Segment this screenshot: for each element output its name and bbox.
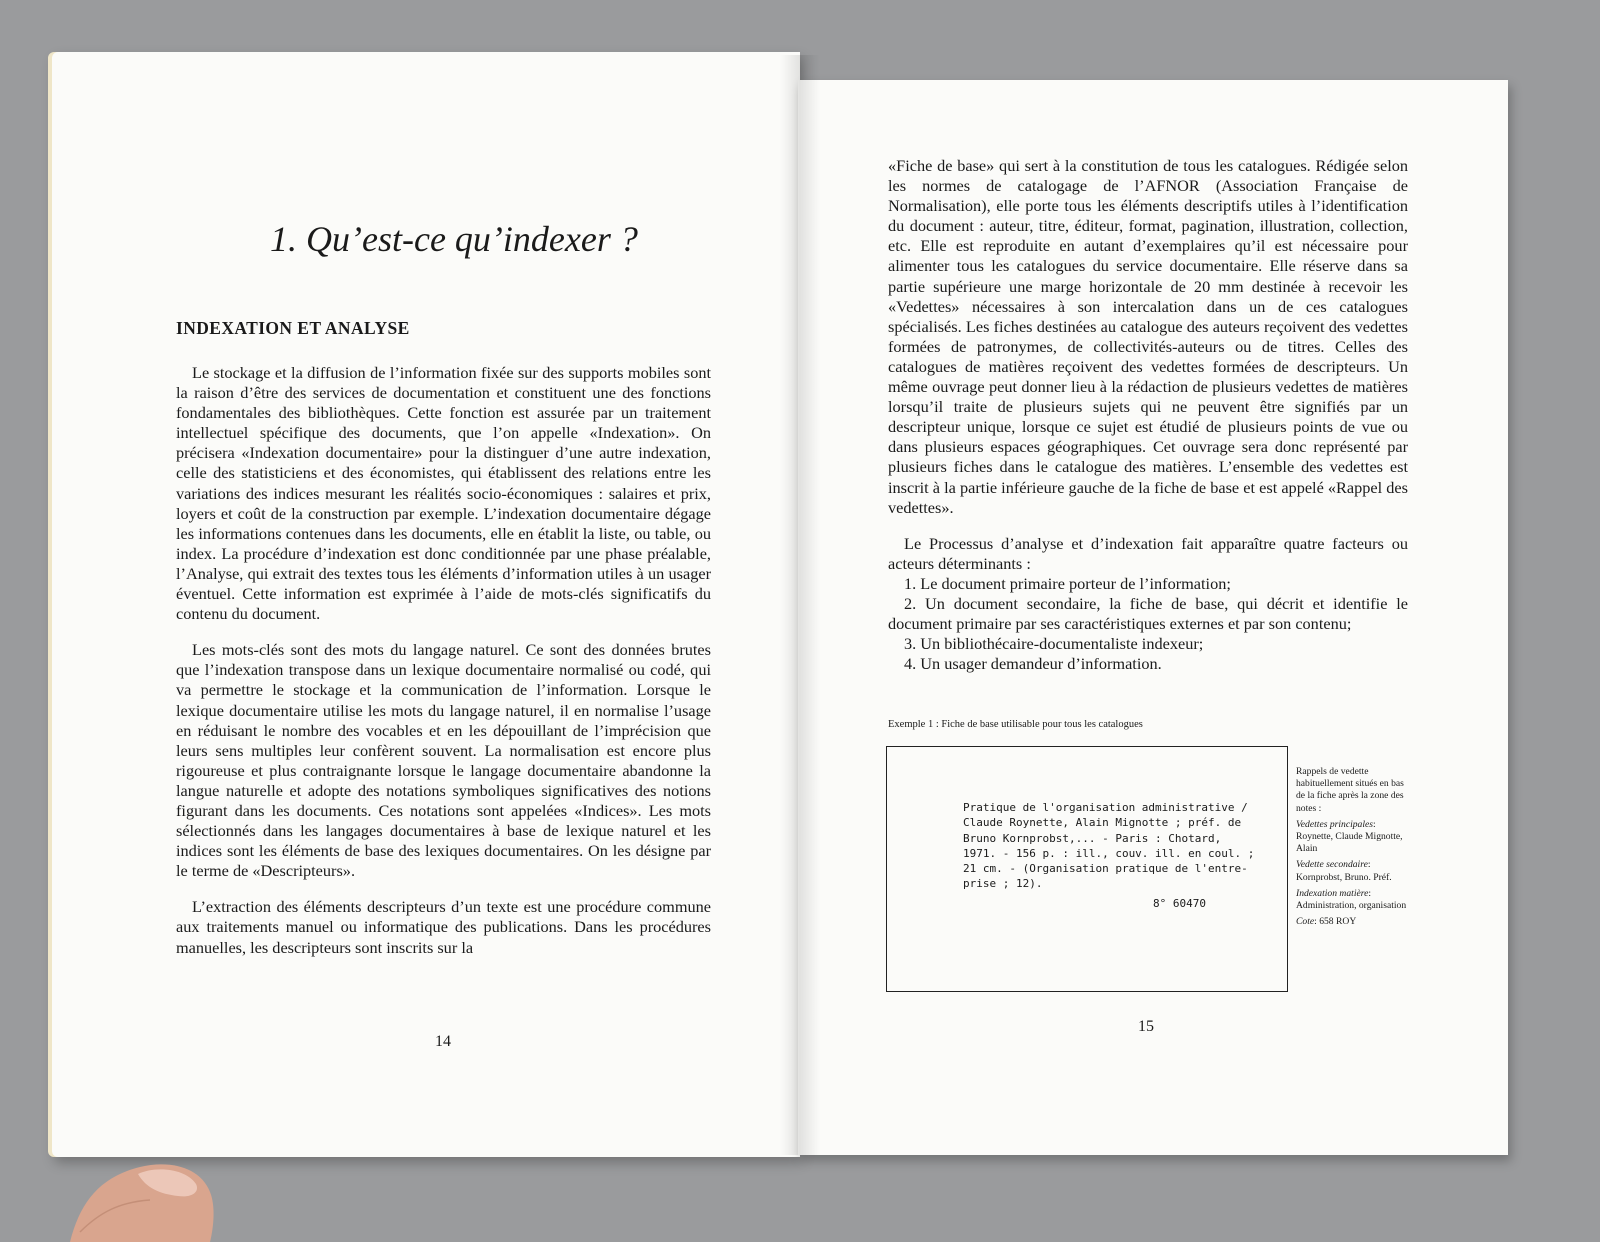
card-call-number: 8° 60470	[1153, 897, 1206, 910]
side-notes	[1296, 766, 1408, 932]
left-paragraph-2: Les mots-clés sont des mots du langage naturel. Ce sont des données brutes que l’indexation transpose dans un lexique documentaire normalisé ou codé, qui va permettre le stockage et la communication de l’information. Lorsque le lexique documentaire utilise les mots du langage naturel, il en normalise l’usage en réduisant le nombre des vocables et en les dépouillant de l’imprécision que leurs sens multiples leur confèrent souvent. La normalisation est encore plus rigoureuse et plus contraignante lorsque le langage documentaire abandonne la langue naturelle et adopte des notations symboliques significatives des notions figurant dans les documents. Ces notations sont appelées «Indices». Les mots sélectionnés dans les langages documentaires à base de lexique naturel et les indices sont les éléments de base des lexiques documentaires. On les désigne par le terme de «Descripteurs».	[176, 640, 711, 881]
page-number-left: 14	[435, 1033, 451, 1050]
chapter-title: 1. Qu’est-ce qu’indexer ?	[270, 219, 638, 259]
left-paragraph-1: Le stockage et la diffusion de l’information fixée sur des supports mobiles sont la raison d’être des services de documentation et constituent une des fonctions fondamentales des bibliothèques. Cette fonction est assurée par un traitement intellectuel spécifique des documents, que l’on appelle «Indexation». On précisera «Indexation documentaire» pour la distinguer d’une autre indexation, celle des statisticiens et des économistes, qui établissent des relations entre les variations des indices mesurant les réalités socio-économiques : salaires et prix, loyers et coût de la construction par exemple. L’indexation documentaire dégage les informations contenues dans les documents, elle en établit la liste, ou table, ou index. La procédure d’indexation est donc conditionnée par une phase préalable, l’Analyse, qui extrait des textes tous les éléments d’information utiles à un usager éventuel. Cette information est exprimée à l’aide de mots-clés significatifs du contenu du document.	[176, 363, 711, 624]
side-note-label: Vedettes principales	[1296, 818, 1373, 830]
right-body	[888, 156, 1408, 674]
side-notes-intro: Rappels de vedette habituellement situés en bas de la fiche après la zone des notes :	[1296, 766, 1404, 814]
list-item: 1. Le document primaire porteur de l’information;	[904, 573, 1231, 593]
side-note-text: Roynette, Claude Mignotte, Alain	[1296, 831, 1403, 855]
list-item: 2. Un document secondaire, la fiche de base, qui décrit et identifie le document primaire par ses caractéristiques externes et par son contenu;	[888, 593, 1408, 634]
card-record-text: Pratique de l'organisation administrative / Claude Roynette, Alain Mignotte ; préf. de Bruno Kornprobst,... - Paris : Chotard, 1971. - 156 p. : ill., couv. ill. en coul. ; 21 cm. - (Organisation pratique de l'entre- prise ; 12).	[963, 801, 1255, 891]
figure-caption: Exemple 1 : Fiche de base utilisable pour tous les catalogues	[888, 719, 1143, 730]
page-number-right: 15	[1138, 1018, 1154, 1035]
catalog-card	[886, 746, 1288, 992]
side-note-label: Cote	[1296, 916, 1315, 928]
right-paragraph-2: Le Processus d’analyse et d’indexation fait apparaître quatre facteurs ou acteurs déterminants :	[888, 533, 1408, 573]
side-note-label: Indexation matière	[1296, 887, 1369, 899]
side-note-text: Kornprobst, Bruno. Préf.	[1296, 871, 1392, 883]
side-note: Vedette secondaire: Kornprobst, Bruno. Préf.	[1296, 859, 1392, 883]
book-gutter	[780, 55, 820, 1155]
right-paragraph-1: «Fiche de base» qui sert à la constitution de tous les catalogues. Rédigée selon les normes de catalogage de l’AFNOR (Association Française de Normalisation), elle porte tous les éléments descriptifs utiles à l’identification du document : auteur, titre, éditeur, format, pagination, illustration, collection, etc. Elle est reproduite en autant d’exemplaires qu’il est nécessaire pour alimenter tous les catalogues du service documentaire. Elle réserve dans sa partie supérieure une marge horizontale de 20 mm destinée à recevoir les «Vedettes» nécessaires à son intercalation dans un de ces catalogues spécialisés. Les fiches destinées au catalogue des auteurs reçoivent des vedettes formées de patronymes, de collectivités-auteurs ou de titres. Celles des catalogues de matières reçoivent des vedettes formées de descripteurs. Un même ouvrage peut donner lieu à la rédaction de plusieurs vedettes de matières lorsqu’il traite de plusieurs sujets qui ne peuvent être signifiés par un descripteur unique, lorsque ce sujet est étudié de plusieurs points de vue ou dans plusieurs espaces géographiques. Cet ouvrage sera donc représenté par plusieurs fiches dans le catalogue des matières. L’ensemble des vedettes est inscrit à la partie inférieure gauche de la fiche de base et est appelé «Rappel des vedettes».	[888, 156, 1408, 517]
side-note: Vedettes principales: Roynette, Claude Mignotte, Alain	[1296, 818, 1403, 855]
finger-image	[60, 1082, 218, 1242]
left-paragraph-3: L’extraction des éléments descripteurs d’un texte est une procédure commune aux traitements manuel ou informatique des publications. Dans les procédures manuelles, les descripteurs sont inscrits sur la	[176, 897, 711, 957]
side-note-text: Administration, organisation	[1296, 900, 1407, 912]
side-note: Indexation matière: Administration, organisation	[1296, 887, 1407, 912]
left-body	[176, 363, 711, 958]
section-heading: INDEXATION ET ANALYSE	[176, 318, 410, 338]
side-note-text: 658 ROY	[1319, 916, 1357, 928]
list-item: 3. Un bibliothécaire-documentaliste indexeur;	[904, 634, 1204, 654]
side-note-label: Vedette secondaire	[1296, 859, 1368, 871]
side-note: Cote: 658 ROY	[1296, 916, 1357, 928]
list-item: 4. Un usager demandeur d’information.	[904, 654, 1162, 674]
